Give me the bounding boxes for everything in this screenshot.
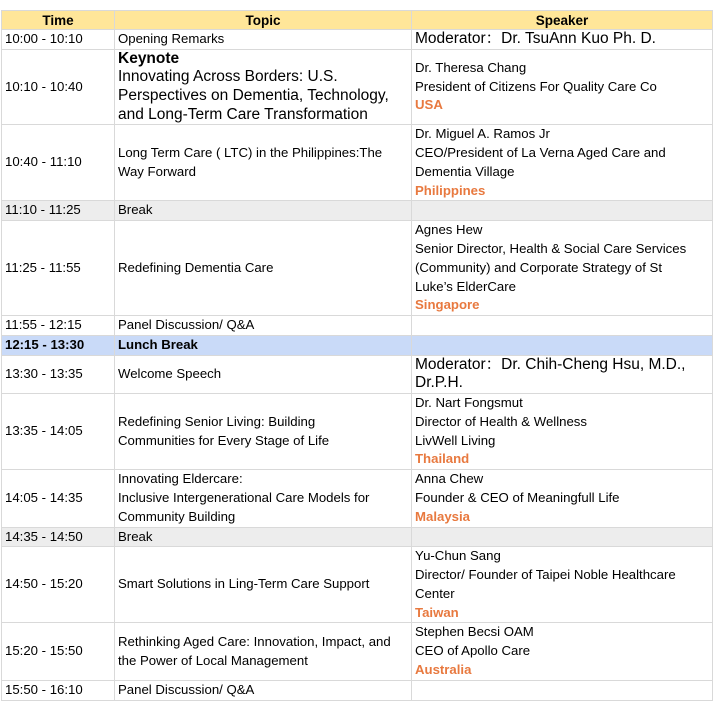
session-speaker bbox=[412, 623, 713, 680]
session-time: 13:35 - 14:05 bbox=[2, 393, 115, 469]
topic-line: Inclusive Intergenerational Care Models for bbox=[118, 489, 370, 505]
topic-line: Communities for Every Stage of Life bbox=[118, 432, 330, 448]
session-time: 11:55 - 12:15 bbox=[2, 316, 115, 336]
session-row bbox=[2, 30, 713, 50]
speaker-header: Speaker bbox=[412, 11, 713, 30]
session-topic bbox=[115, 125, 412, 201]
break-row bbox=[2, 527, 713, 547]
session-topic bbox=[115, 527, 412, 547]
speaker-country: Thailand bbox=[415, 451, 470, 467]
topic-line: Community Building bbox=[118, 508, 236, 524]
speaker-line: Yu-Chun Sang bbox=[415, 548, 501, 564]
session-speaker bbox=[412, 393, 713, 469]
speaker-line: Director of Health & Wellness bbox=[415, 413, 587, 429]
speaker-country: Australia bbox=[415, 662, 472, 678]
speaker-country: Singapore bbox=[415, 297, 480, 313]
session-speaker bbox=[412, 30, 713, 50]
session-time: 13:30 - 13:35 bbox=[2, 355, 115, 393]
session-topic bbox=[115, 393, 412, 469]
session-time: 11:10 - 11:25 bbox=[2, 201, 115, 221]
session-topic bbox=[115, 221, 412, 316]
agenda-body bbox=[2, 30, 713, 701]
session-topic bbox=[115, 470, 412, 527]
topic-line: and Long-Term Care Transformation bbox=[118, 105, 368, 123]
session-topic bbox=[115, 547, 412, 623]
topic-line: the Power of Local Management bbox=[118, 652, 308, 668]
break-row bbox=[2, 201, 713, 221]
speaker-line: Dr. Nart Fongsmut bbox=[415, 394, 523, 410]
session-time: 15:20 - 15:50 bbox=[2, 623, 115, 680]
topic-line: Welcome Speech bbox=[118, 365, 222, 381]
session-row bbox=[2, 680, 713, 700]
session-speaker bbox=[412, 355, 713, 393]
session-time: 11:25 - 11:55 bbox=[2, 221, 115, 316]
session-time: 14:50 - 15:20 bbox=[2, 547, 115, 623]
session-row bbox=[2, 49, 713, 124]
header-row bbox=[2, 11, 713, 30]
session-row bbox=[2, 470, 713, 527]
session-topic bbox=[115, 316, 412, 336]
speaker-line: President of Citizens For Quality Care Co bbox=[415, 78, 657, 94]
session-row bbox=[2, 393, 713, 469]
topic-heading: Keynote bbox=[118, 49, 180, 67]
session-speaker bbox=[412, 680, 713, 700]
session-row bbox=[2, 125, 713, 201]
speaker-line: Director/ Founder of Taipei Noble Healthcare bbox=[415, 567, 676, 583]
session-row bbox=[2, 316, 713, 336]
session-time: 14:05 - 14:35 bbox=[2, 470, 115, 527]
topic-line: Perspectives on Dementia, Technology, bbox=[118, 86, 389, 104]
topic-line: Smart Solutions in Ling-Term Care Support bbox=[118, 576, 370, 592]
speaker-line: Luke’s ElderCare bbox=[415, 278, 516, 294]
session-time: 10:40 - 11:10 bbox=[2, 125, 115, 201]
topic-line: Rethinking Aged Care: Innovation, Impact, and bbox=[118, 633, 391, 649]
session-topic bbox=[115, 49, 412, 124]
speaker-line: Moderator：Dr. Chih-Cheng Hsu, M.D., bbox=[415, 355, 686, 373]
speaker-line: Founder & CEO of Meaningfull Life bbox=[415, 489, 620, 505]
topic-line: Break bbox=[118, 202, 153, 218]
topic-line: Innovating Across Borders: U.S. bbox=[118, 68, 338, 86]
speaker-country: Taiwan bbox=[415, 604, 459, 620]
session-speaker bbox=[412, 316, 713, 336]
session-row bbox=[2, 623, 713, 680]
topic-line: Innovating Eldercare: bbox=[118, 471, 243, 487]
speaker-line: Moderator：Dr. TsuAnn Kuo Ph. D. bbox=[415, 30, 656, 48]
session-topic bbox=[115, 30, 412, 50]
session-time: 14:35 - 14:50 bbox=[2, 527, 115, 547]
topic-line: Break bbox=[118, 528, 153, 544]
speaker-country: USA bbox=[415, 97, 443, 113]
topic-line: Redefining Dementia Care bbox=[118, 259, 274, 275]
topic-line: Long Term Care ( LTC) in the Philippines:The bbox=[118, 144, 383, 160]
speaker-line: (Community) and Corporate Strategy of St bbox=[415, 259, 663, 275]
session-time: 15:50 - 16:10 bbox=[2, 680, 115, 700]
session-speaker bbox=[412, 547, 713, 623]
session-speaker bbox=[412, 201, 713, 221]
speaker-line: Dr. Miguel A. Ramos Jr bbox=[415, 126, 550, 142]
speaker-line: CEO/President of La Verna Aged Care and bbox=[415, 144, 666, 160]
session-topic bbox=[115, 201, 412, 221]
session-topic bbox=[115, 335, 412, 355]
session-time: 10:00 - 10:10 bbox=[2, 30, 115, 50]
speaker-line: Senior Director, Health & Social Care Services bbox=[415, 240, 687, 256]
agenda-table bbox=[1, 10, 713, 701]
session-topic bbox=[115, 623, 412, 680]
speaker-country: Philippines bbox=[415, 182, 486, 198]
session-speaker bbox=[412, 527, 713, 547]
speaker-line: Anna Chew bbox=[415, 471, 484, 487]
session-row bbox=[2, 355, 713, 393]
speaker-line: Center bbox=[415, 585, 455, 601]
session-topic bbox=[115, 680, 412, 700]
lunch-row bbox=[2, 335, 713, 355]
topic-line: Lunch Break bbox=[118, 336, 198, 352]
topic-line: Opening Remarks bbox=[118, 31, 225, 46]
session-topic bbox=[115, 355, 412, 393]
session-speaker bbox=[412, 221, 713, 316]
speaker-line: Stephen Becsi OAM bbox=[415, 624, 534, 640]
speaker-line: Dr.P.H. bbox=[415, 374, 463, 392]
session-time: 10:10 - 10:40 bbox=[2, 49, 115, 124]
speaker-line: LivWell Living bbox=[415, 432, 496, 448]
topic-header: Topic bbox=[115, 11, 412, 30]
topic-line: Panel Discussion/ Q&A bbox=[118, 681, 255, 697]
speaker-line: Dr. Theresa Chang bbox=[415, 59, 527, 75]
session-speaker bbox=[412, 49, 713, 124]
session-speaker bbox=[412, 470, 713, 527]
time-header: Time bbox=[2, 11, 115, 30]
topic-line: Way Forward bbox=[118, 163, 196, 179]
session-speaker bbox=[412, 335, 713, 355]
session-speaker bbox=[412, 125, 713, 201]
session-row bbox=[2, 221, 713, 316]
session-row bbox=[2, 547, 713, 623]
topic-line: Redefining Senior Living: Building bbox=[118, 413, 316, 429]
speaker-line: Dementia Village bbox=[415, 163, 515, 179]
session-time: 12:15 - 13:30 bbox=[2, 335, 115, 355]
speaker-line: CEO of Apollo Care bbox=[415, 643, 531, 659]
speaker-line: Agnes Hew bbox=[415, 222, 483, 238]
speaker-country: Malaysia bbox=[415, 508, 470, 524]
topic-line: Panel Discussion/ Q&A bbox=[118, 317, 255, 333]
